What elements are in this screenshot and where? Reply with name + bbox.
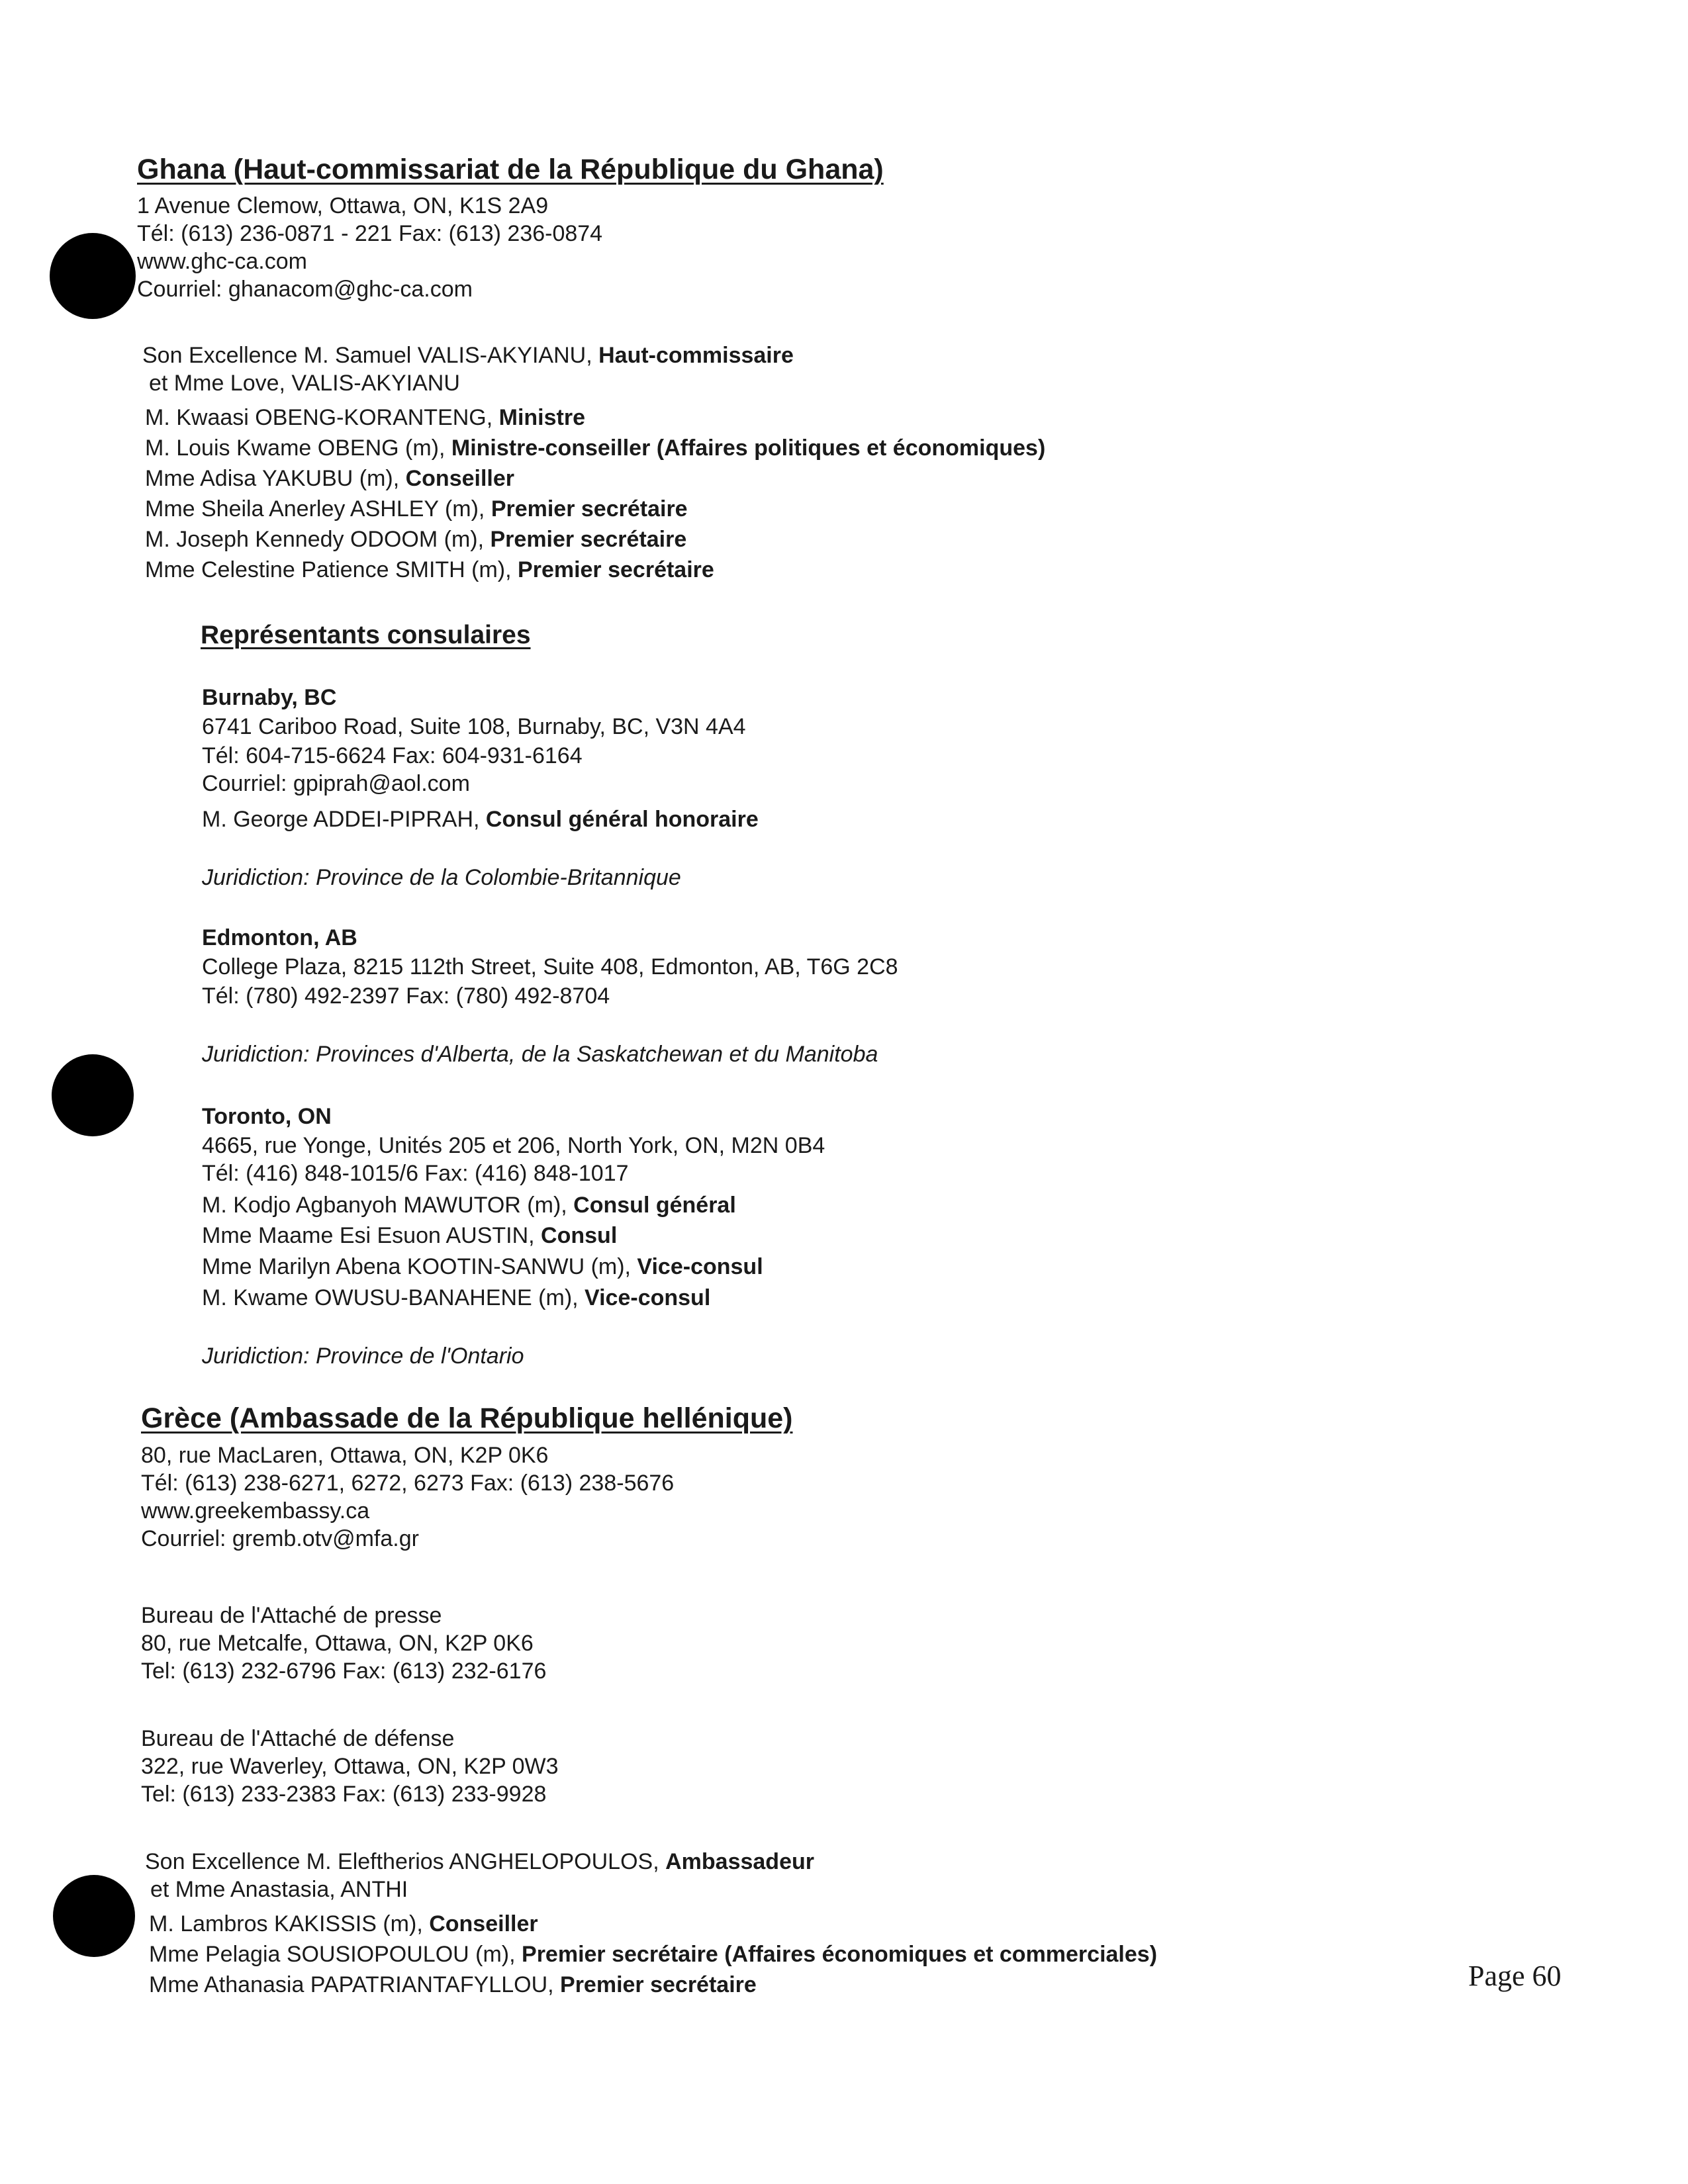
office-name: Bureau de l'Attaché de défense	[141, 1726, 455, 1751]
punch-hole-middle	[52, 1054, 134, 1136]
ghana-address: 1 Avenue Clemow, Ottawa, ON, K1S 2A9	[137, 193, 549, 218]
ghana-phone: Tél: (613) 236-0871 - 221 Fax: (613) 236-0874	[137, 221, 603, 246]
staff-line: Son Excellence M. Samuel VALIS-AKYIANU, Haut-commissaire	[142, 343, 794, 368]
greece-defense-office	[141, 1725, 559, 1808]
ghana-title: Ghana (Haut-commissariat de la République du Ghana)	[137, 154, 884, 185]
greece-title: Grèce (Ambassade de la République hellénique)	[141, 1402, 793, 1434]
staff-line: M. Kwaasi OBENG-KORANTENG, Ministre	[145, 405, 585, 430]
ghana-website[interactable]: www.ghc-ca.com	[137, 249, 307, 274]
staff-line: Mme Marilyn Abena KOOTIN-SANWU (m), Vice-consul	[202, 1254, 763, 1279]
office-address: 80, rue Metcalfe, Ottawa, ON, K2P 0K6	[141, 1631, 534, 1656]
office-phone: Tel: (613) 233-2383 Fax: (613) 233-9928	[141, 1782, 547, 1807]
staff-line: Mme Pelagia SOUSIOPOULOU (m), Premier secrétaire (Affaires économiques et commerciales)	[149, 1942, 1158, 1967]
office-phone: Tel: (613) 232-6796 Fax: (613) 232-6176	[141, 1659, 547, 1684]
city-name: Edmonton, AB	[202, 925, 357, 950]
punch-hole-top	[50, 233, 136, 319]
office-address: 322, rue Waverley, Ottawa, ON, K2P 0W3	[141, 1754, 559, 1779]
staff-line: M. Louis Kwame OBENG (m), Ministre-conseiller (Affaires politiques et économiques)	[145, 435, 1046, 461]
greece-phone: Tél: (613) 238-6271, 6272, 6273 Fax: (613) 238-5676	[141, 1471, 675, 1496]
greece-press-office	[141, 1602, 546, 1685]
staff-line: M. Lambros KAKISSIS (m), Conseiller	[149, 1911, 538, 1936]
staff-line: Mme Adisa YAKUBU (m), Conseiller	[145, 466, 514, 491]
city-name: Burnaby, BC	[202, 685, 337, 710]
consulate-address: 4665, rue Yonge, Unités 205 et 206, North York, ON, M2N 0B4	[202, 1133, 825, 1158]
consulate-email[interactable]: Courriel: gpiprah@aol.com	[202, 771, 470, 796]
staff-line: M. Kwame OWUSU-BANAHENE (m), Vice-consul	[202, 1285, 711, 1310]
staff-line: M. Joseph Kennedy ODOOM (m), Premier secrétaire	[145, 527, 687, 552]
staff-line: et Mme Anastasia, ANTHI	[150, 1877, 408, 1902]
consulate-address: 6741 Cariboo Road, Suite 108, Burnaby, BC, V3N 4A4	[202, 714, 746, 739]
city-name: Toronto, ON	[202, 1104, 332, 1129]
consular-title: Représentants consulaires	[201, 621, 531, 649]
staff-line: et Mme Love, VALIS-AKYIANU	[149, 371, 460, 396]
consulate-phone: Tél: (416) 848-1015/6 Fax: (416) 848-1017	[202, 1161, 629, 1186]
greece-contact	[141, 1441, 674, 1553]
staff-line: Mme Celestine Patience SMITH (m), Premier secrétaire	[145, 557, 714, 582]
jurisdiction: Juridiction: Provinces d'Alberta, de la Saskatchewan et du Manitoba	[202, 1042, 878, 1067]
staff-line: Mme Athanasia PAPATRIANTAFYLLOU, Premier secrétaire	[149, 1972, 757, 1997]
staff-line: Mme Maame Esi Esuon AUSTIN, Consul	[202, 1223, 618, 1248]
staff-line: M. Kodjo Agbanyoh MAWUTOR (m), Consul général	[202, 1193, 736, 1218]
punch-hole-bottom	[53, 1875, 135, 1957]
greece-website[interactable]: www.greekembassy.ca	[141, 1498, 370, 1524]
consulate-phone: Tél: 604-715-6624 Fax: 604-931-6164	[202, 743, 583, 768]
staff-line: Mme Sheila Anerley ASHLEY (m), Premier secrétaire	[145, 496, 688, 522]
office-name: Bureau de l'Attaché de presse	[141, 1603, 442, 1628]
ghana-email[interactable]: Courriel: ghanacom@ghc-ca.com	[137, 277, 473, 302]
jurisdiction: Juridiction: Province de la Colombie-Britannique	[202, 865, 681, 890]
consulate-address: College Plaza, 8215 112th Street, Suite 408, Edmonton, AB, T6G 2C8	[202, 954, 898, 979]
page-number: Page 60	[1468, 1960, 1562, 1992]
greece-address: 80, rue MacLaren, Ottawa, ON, K2P 0K6	[141, 1443, 549, 1468]
consulate-phone: Tél: (780) 492-2397 Fax: (780) 492-8704	[202, 983, 610, 1009]
jurisdiction: Juridiction: Province de l'Ontario	[202, 1343, 524, 1369]
ghana-contact	[137, 192, 602, 303]
greece-email[interactable]: Courriel: gremb.otv@mfa.gr	[141, 1526, 419, 1551]
staff-line: M. George ADDEI-PIPRAH, Consul général honoraire	[202, 807, 759, 832]
staff-line: Son Excellence M. Eleftherios ANGHELOPOULOS, Ambassadeur	[145, 1849, 814, 1874]
